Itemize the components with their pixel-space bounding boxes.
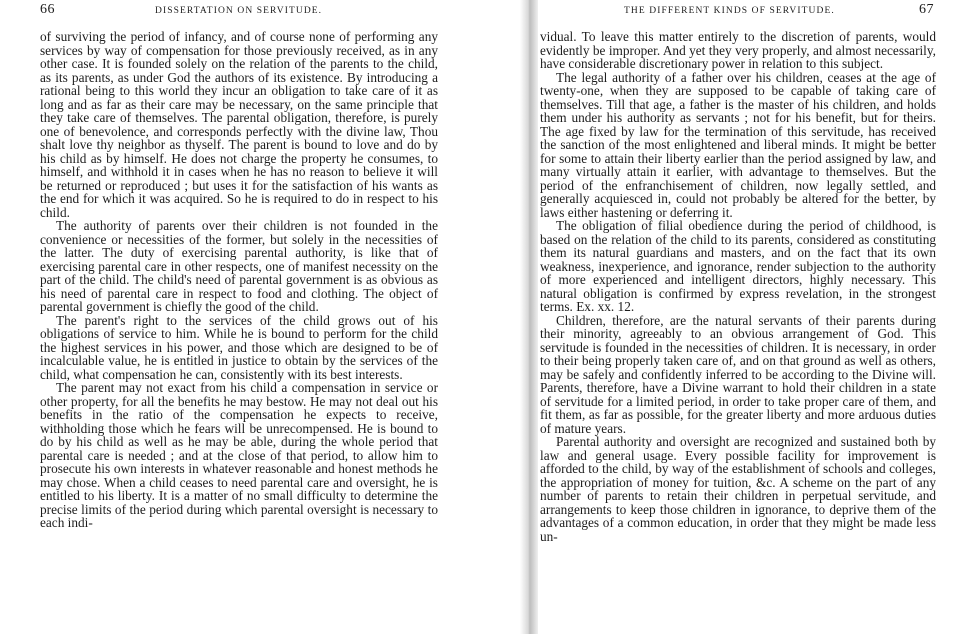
left-running-head: DISSERTATION ON SERVITUDE.: [155, 6, 323, 16]
paragraph: Parental authority and oversight are recognized and sustained both by law and general usage. Every possible facility for improvement is afforded to the child, by way of the establishment of schools and colleges, the appropriation of money for tuition, &c. A scheme on the part of any number of parents to retain their children in perpetual servitude, and arrangements to keep those children in ignorance, to deprive them of the advantages of a common education, in order that they might be made less un-: [540, 434, 936, 544]
paragraph: The legal authority of a father over his children, ceases at the age of twenty-one, when they are supposed to be capable of taking care of themselves. Till that age, a father is the master of his children, and holds them under his authority as servants ; not for his benefit, but for theirs. The age fixed by law for the termination of this servitude, has received the sanction of the most enlightened and liberal minds. It might be better for some to attain their liberty earlier than the period assigned by law, and many virtually attain it earlier, with advantage to themselves. But the period of the enfranchisement of children, now legally settled, and generally acquiesced in, could not probably be altered for the better, by laws either hastening or deferring it.: [540, 69, 936, 220]
left-page-body: [40, 30, 438, 530]
left-page-header: [0, 3, 520, 19]
paragraph: The authority of parents over their children is not founded in the convenience or necessities of the former, but solely in the necessities of the latter. The duty of exercising parental authority, is like that of exercising parental care in other respects, one of manifest necessity on the part of the child. The child's need of parental government is as obvious as his need of parental care in respect to food and clothing. The object of parental government is chiefly the good of the child.: [40, 218, 438, 314]
left-page-number: 66: [40, 2, 55, 17]
paragraph: of surviving the period of infancy, and of course none of performing any services by way of compensation for those previously received, as in any other case. It is founded solely on the relation of the parents to the child, as its parents, as under God the authors of its existence. By introducing a rational being to this world they incur an obligation to take care of it as long and as far as their care may be necessary, on the same principle that they take care of themselves. The parental obligation, therefore, is purely one of benevolence, and corresponds perfectly with the divine law, Thou shalt love thy neighbor as thyself. The parent is bound to love and do by his child as by himself. He does not charge the property he consumes, to himself, and withhold it in cases when he has no reason to believe it will be returned or reproduced ; but uses it for the satisfaction of his wants as the end for which it was acquired. So he is required to do in respect to his child.: [40, 29, 438, 220]
right-page-body: [540, 30, 936, 543]
paragraph: The parent may not exact from his child a compensation in service or other property, for all the benefits he may bestow. He may not deal out his benefits in the ratio of the compensation he expects to receive, withholding those which he fears will be unrecompensed. He is bound to do by his child as well as he may be able, during the whole period that parental care is needed ; and at the close of that period, to allow him to prosecute his own interests in whatever reasonable and honest methods he may chose. When a child ceases to need parental care and oversight, he is entitled to his liberty. It is a matter of no small difficulty to determine the precise limits of the period during which parental oversight is necessary to each indi-: [40, 380, 438, 530]
right-page-number: 67: [919, 2, 934, 17]
right-page: [538, 0, 980, 634]
paragraph: The obligation of filial obedience during the period of childhood, is based on the relation of the child to its parents, considered as constituting them its natural guardians and masters, and on the fact that its own weakness, inexperience, and ignorance, render subjection to the authority of more experienced and intelligent directors, highly necessary. This natural obligation is confirmed by express revelation, in the strongest terms. Ex. xx. 12.: [540, 218, 936, 314]
paragraph: vidual. To leave this matter entirely to the discretion of parents, would evidently be improper. And yet they very properly, and almost necessarily, have considerable discretionary power in relation to this subject.: [540, 29, 936, 71]
right-running-head: THE DIFFERENT KINDS OF SERVITUDE.: [624, 6, 835, 16]
paragraph: Children, therefore, are the natural servants of their parents during their minority, agreeably to an obvious arrangement of God. This servitude is founded in the necessities of children. It is necessary, in order to their being properly taken care of, and on that ground as well as others, may be safely and confidently inferred to be according to the Divine will. Parents, therefore, have a Divine warrant to hold their children in a state of servitude for a limited period, in order to take proper care of them, and fit them, as far as possible, for the greater liberty and more arduous duties of mature years.: [540, 312, 936, 436]
book-gutter: [520, 0, 538, 634]
paragraph: The parent's right to the services of the child grows out of his obligations of service to him. While he is bound to perform for the child the highest services in his power, and those which are designed to be of incalculable value, he is entitled in justice to obtain by the services of the child, what compensation he can, consistently with its best interests.: [40, 312, 438, 382]
right-page-header: [538, 3, 980, 19]
